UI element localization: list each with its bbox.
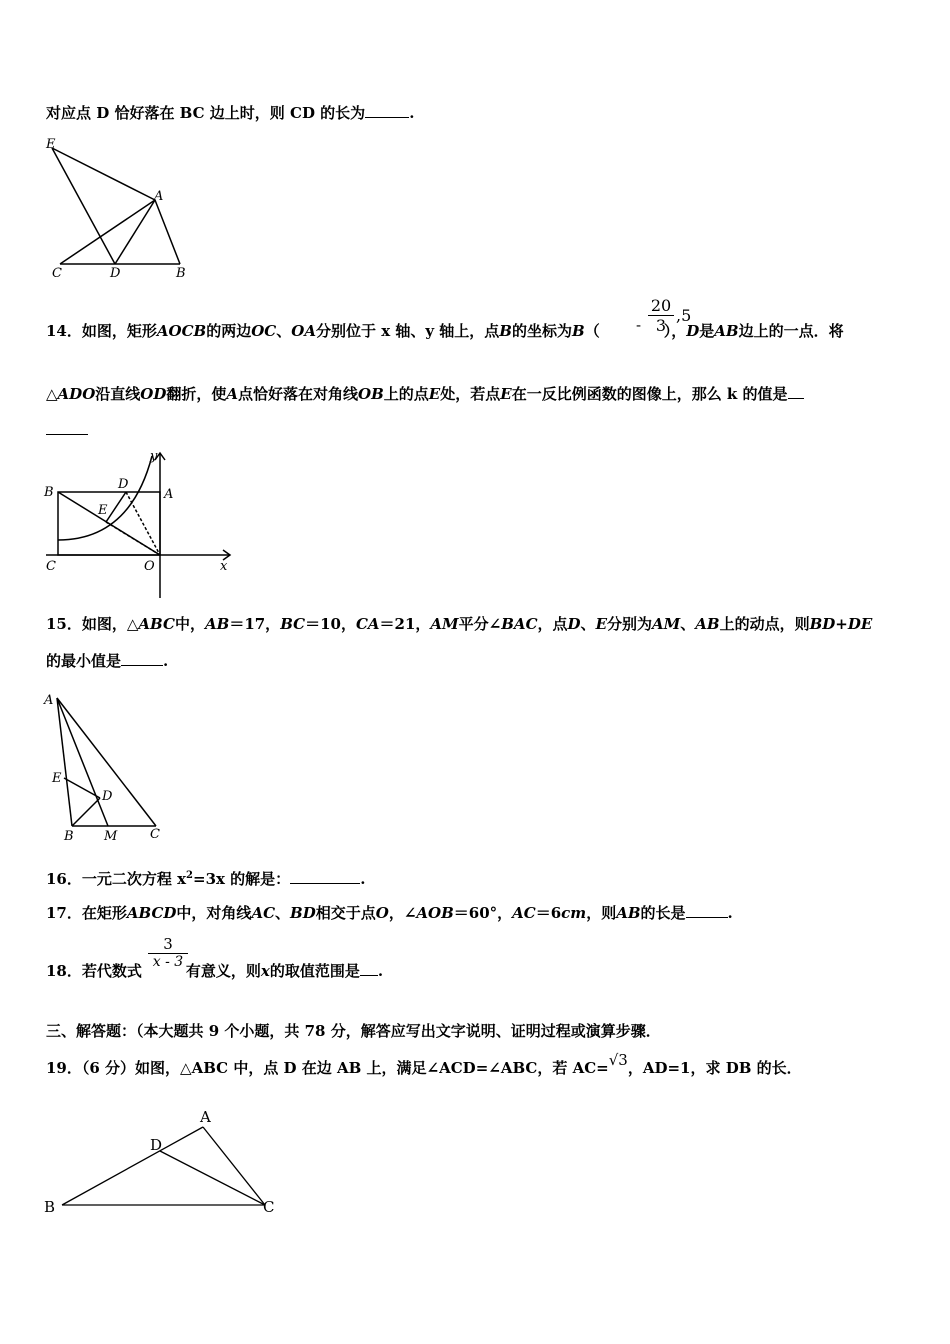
label-A: A [164,487,174,502]
label-C: C [46,559,56,574]
figure-13 [40,134,200,284]
fraction-20-3: $\frac{20}{3}$ [648,296,674,335]
segment-DC [160,1151,265,1205]
q13-text: 对应点 D 恰好落在 BC 边上时，则 CD 的长为 . [46,104,415,122]
label-y: y [150,449,158,464]
figure-15 [40,688,170,848]
segment-ED [64,778,100,798]
answer-blank [360,961,378,976]
q15-line-1: 15．如图，△ABC中，AB＝17，BC＝10，CA＝21，AM平分∠BAC，点D、E分别为AM、AB上的动点，则BD+DE [46,615,873,633]
label-O: O [144,559,155,574]
answer-blank [788,384,804,399]
segment-AC [203,1127,265,1205]
answer-blank [365,103,409,118]
label-A: A [200,1108,211,1126]
label-C: C [52,266,62,281]
answer-blank [290,869,360,884]
label-B: B [44,485,54,500]
segment-BA [62,1127,203,1205]
label-D: D [102,789,113,804]
label-E: E [98,503,108,518]
answer-blank [121,651,163,666]
segment-AC [60,200,155,264]
sqrt-3: √3 [608,1051,628,1069]
q18-text: 18．若代数式 有意义，则x的取值范围是 . [46,962,384,980]
label-B: B [44,1198,56,1216]
q14-line-1: 14．如图，矩形AOCB的两边OC、OA分别位于 x 轴、y 轴上，点B的坐标为B（ ），D是AB边上的一点．将 [46,322,844,340]
q14-line-2: △ADO沿直线OD翻折，使A点恰好落在对角线OB上的点E处，若点E在一反比例函数的图像上，那么 k 的值是 [46,383,804,404]
section-3-heading: 三、解答题：（本大题共 9 个小题，共 78 分，解答应写出文字说明、证明过程或演算步骤． [46,1022,661,1040]
label-x: x [220,559,228,574]
label-B: B [64,829,74,844]
q15-line-2: 的最小值是 . [46,652,169,670]
segment-AD [115,200,155,264]
fraction-3-over-x-3: $\frac{3}{x - 3}$ [148,935,188,970]
q17-text: 17．在矩形ABCD中，对角线AC、BD相交于点O，∠AOB＝60°，AC＝6cm，则AB的长是 . [46,904,733,922]
label-E: E [52,771,62,786]
hyperbola-curve [58,456,152,540]
answer-blank-continued [46,420,88,435]
answer-blank [686,903,728,918]
figure-14 [40,448,240,598]
label-D: D [150,1136,163,1154]
segment-EA [52,148,155,200]
q16-text: 16．一元二次方程 $x^2=3x$ 的解是： . [46,870,366,888]
segment-BD [72,798,100,826]
q14-blank-cont [46,420,88,439]
label-C: C [150,827,160,842]
segment-AC [57,698,156,826]
segment-ED [52,148,115,264]
q19-text: 19．（6 分）如图，△ABC 中，点 D 在边 AB 上，满足∠ACD=∠ABC，若 AC=√3，AD=1，求 DB 的长． [46,1051,802,1077]
label-E: E [46,137,56,152]
figure-19 [40,1100,290,1230]
segment-DE [106,492,126,522]
label-C: C [263,1198,275,1216]
label-B: B [176,266,186,281]
label-A: A [154,189,164,204]
label-M: M [104,829,118,844]
label-D: D [118,477,129,492]
segment-DO [126,492,160,555]
label-D: D [110,266,121,281]
segment-AB [155,200,180,264]
label-A: A [44,693,54,708]
